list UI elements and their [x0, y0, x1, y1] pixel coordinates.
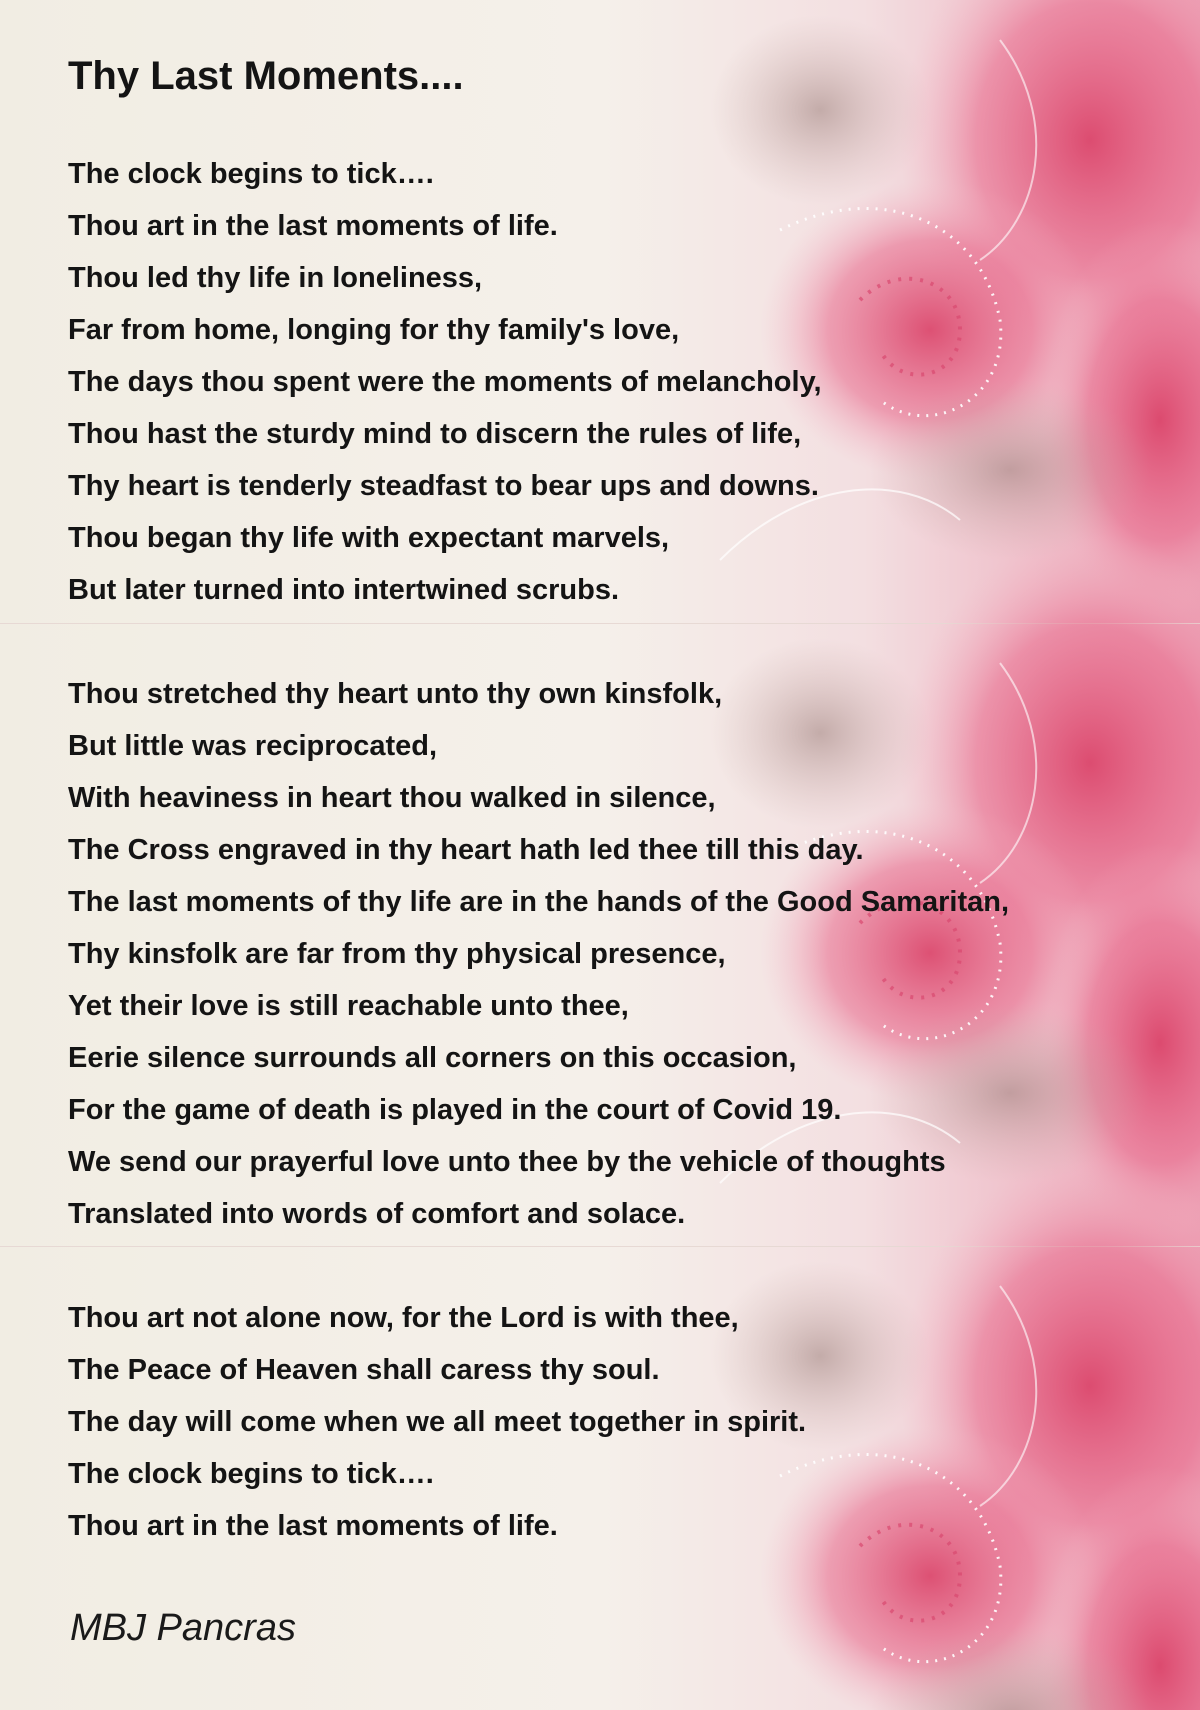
poem-line: Yet their love is still reachable unto thee,	[68, 990, 629, 1022]
poem-line: Thou art not alone now, for the Lord is with thee,	[68, 1302, 739, 1334]
stanza-1	[68, 148, 1168, 616]
poem-title: Thy Last Moments....	[68, 54, 464, 98]
poem-line: The clock begins to tick….	[68, 1458, 434, 1490]
stanza-2	[68, 668, 1168, 1240]
poem-line: But later turned into intertwined scrubs.	[68, 574, 620, 606]
poem-line: Thou hast the sturdy mind to discern the rules of life,	[68, 418, 802, 450]
poem-author: MBJ Pancras	[70, 1607, 296, 1649]
poem-line: Thou art in the last moments of life.	[68, 210, 558, 242]
poem-line: The days thou spent were the moments of melancholy,	[68, 366, 822, 398]
poem-line: Thou led thy life in loneliness,	[68, 262, 483, 294]
poem-line: The day will come when we all meet together in spirit.	[68, 1406, 807, 1438]
poem-line: Eerie silence surrounds all corners on this occasion,	[68, 1042, 797, 1074]
poem-line: Thou art in the last moments of life.	[68, 1510, 558, 1542]
poem-line: Thou stretched thy heart unto thy own kinsfolk,	[68, 678, 723, 710]
poem-line: For the game of death is played in the court of Covid 19.	[68, 1094, 842, 1126]
poem-line: Thou began thy life with expectant marvels,	[68, 522, 670, 554]
poem-line: But little was reciprocated,	[68, 730, 438, 762]
poem-line: Thy heart is tenderly steadfast to bear ups and downs.	[68, 470, 819, 502]
poem-line: The Peace of Heaven shall caress thy soul.	[68, 1354, 660, 1386]
poem-line: The Cross engraved in thy heart hath led thee till this day.	[68, 834, 864, 866]
poem-line: The last moments of thy life are in the hands of the Good Samaritan,	[68, 886, 1010, 918]
poem-line: Translated into words of comfort and solace.	[68, 1198, 686, 1230]
poem-line: Thy kinsfolk are far from thy physical presence,	[68, 938, 726, 970]
poem-line: With heaviness in heart thou walked in silence,	[68, 782, 716, 814]
poem-line: The clock begins to tick….	[68, 158, 434, 190]
poem-line: We send our prayerful love unto thee by the vehicle of thoughts	[68, 1146, 946, 1178]
stanza-3	[68, 1292, 1168, 1552]
poem-line: Far from home, longing for thy family's love,	[68, 314, 680, 346]
